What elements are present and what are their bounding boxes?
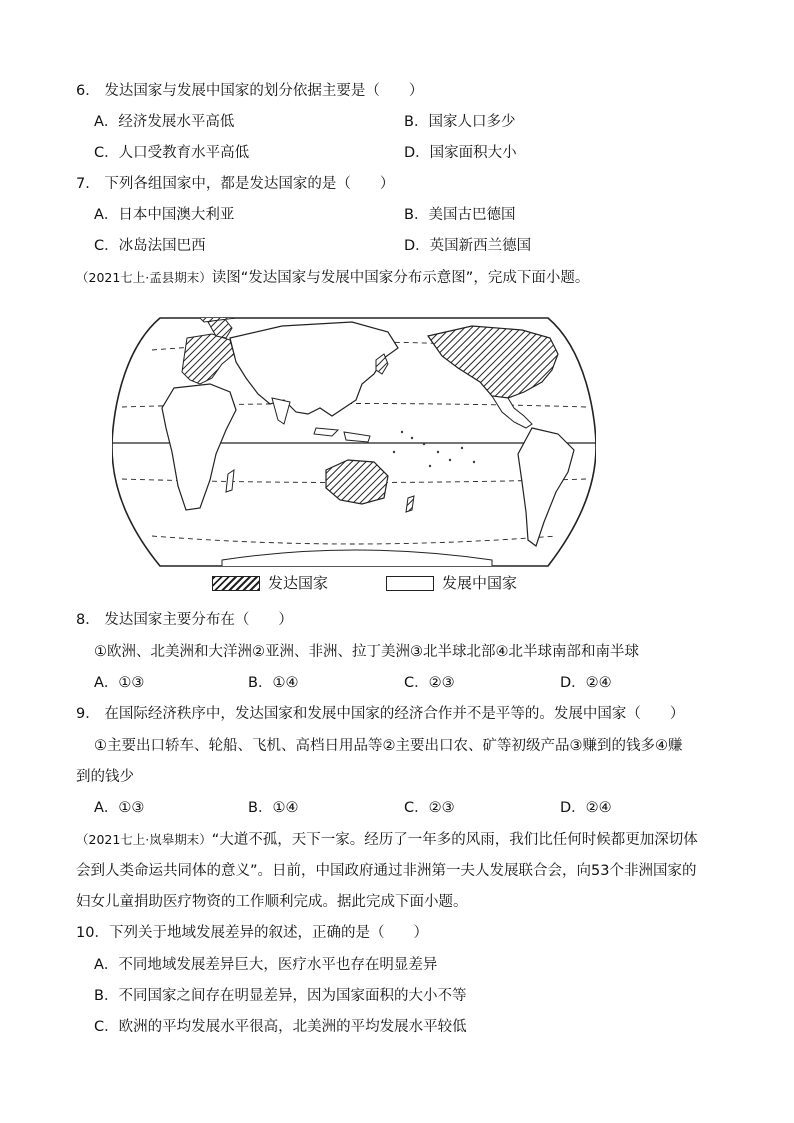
question-9-stem: 9． 在国际经济秩序中，发达国家和发展中国家的经济合作并不是平等的。发展中国家（ ）: [76, 706, 685, 722]
question-9-option-a[interactable]: A．①③: [94, 800, 145, 816]
question-10-option-b[interactable]: B．不同国家之间存在明显差异，因为国家面积的大小不等: [94, 988, 467, 1004]
legend-developing-label: 发展中国家: [442, 574, 518, 592]
intro-2-line-2: 会到人类命运共同体的意义”。日前，中国政府通过非洲第一夫人发展联合会，向53个非洲国家的: [76, 863, 697, 879]
question-7-option-d[interactable]: D．英国新西兰德国: [404, 238, 532, 254]
question-8-statements: ①欧洲、北美洲和大洋洲②亚洲、非洲、拉丁美洲③北半球北部④北半球南部和南半球: [94, 644, 639, 660]
world-map-developed-developing: [112, 312, 596, 596]
intro-2-line-1: [76, 830, 698, 850]
question-6-option-b[interactable]: B．国家人口多少: [404, 114, 516, 130]
question-9-option-b[interactable]: B．①④: [248, 800, 299, 816]
question-7-option-c[interactable]: C．冰岛法国巴西: [94, 238, 206, 254]
question-8-option-c[interactable]: C．②③: [404, 675, 455, 691]
intro-1: [76, 268, 589, 288]
question-7-option-a[interactable]: A．日本中国澳大利亚: [94, 207, 235, 223]
question-9-statements-line-1: ①主要出口轿车、轮船、飞机、高档日用品等②主要出口农、矿等初级产品③赚到的钱多④赚: [94, 738, 683, 754]
question-6-option-d[interactable]: D．国家面积大小: [404, 145, 517, 161]
question-8-option-b[interactable]: B．①④: [248, 675, 299, 691]
question-7-stem: 7． 下列各组国家中，都是发达国家的是（ ）: [76, 176, 395, 192]
legend-developing-swatch: [386, 576, 434, 591]
question-6-option-c[interactable]: C．人口受教育水平高低: [94, 145, 250, 161]
question-9-statements-line-2: 到的钱少: [76, 769, 134, 785]
question-6-option-a[interactable]: A．经济发展水平高低: [94, 114, 235, 130]
question-6-stem: 6． 发达国家与发展中国家的划分依据主要是（ ）: [76, 83, 424, 99]
question-9-option-c[interactable]: C．②③: [404, 800, 455, 816]
legend-developed-swatch: [212, 576, 260, 591]
question-10-stem: 10．下列关于地域发展差异的叙述，正确的是（ ）: [76, 925, 428, 941]
question-7-option-b[interactable]: B．美国古巴德国: [404, 207, 516, 223]
question-8-option-d[interactable]: D．②④: [560, 675, 612, 691]
intro-2-line-3: 妇女儿童捐助医疗物资的工作顺利完成。据此完成下面小题。: [76, 894, 468, 910]
intro-2-text-1: “大道不孤，天下一家。经历了一年多的风雨，我们比任何时候都更加深切体: [211, 832, 698, 848]
question-8-stem: 8． 发达国家主要分布在（ ）: [76, 612, 293, 628]
intro-1-source: （2021七上·孟县期末）: [76, 270, 212, 285]
question-10-option-a[interactable]: A．不同地域发展差异巨大，医疗水平也存在明显差异: [94, 957, 438, 973]
legend-developed-label: 发达国家: [268, 574, 329, 592]
question-9-option-d[interactable]: D．②④: [560, 800, 612, 816]
question-8-option-a[interactable]: A．①③: [94, 675, 145, 691]
question-10-option-c[interactable]: C．欧洲的平均发展水平很高，北美洲的平均发展水平较低: [94, 1019, 467, 1035]
intro-2-source: （2021七上·岚皋期末）: [76, 832, 212, 847]
intro-1-text: 读图“发达国家与发展中国家分布示意图”，完成下面小题。: [211, 270, 590, 286]
